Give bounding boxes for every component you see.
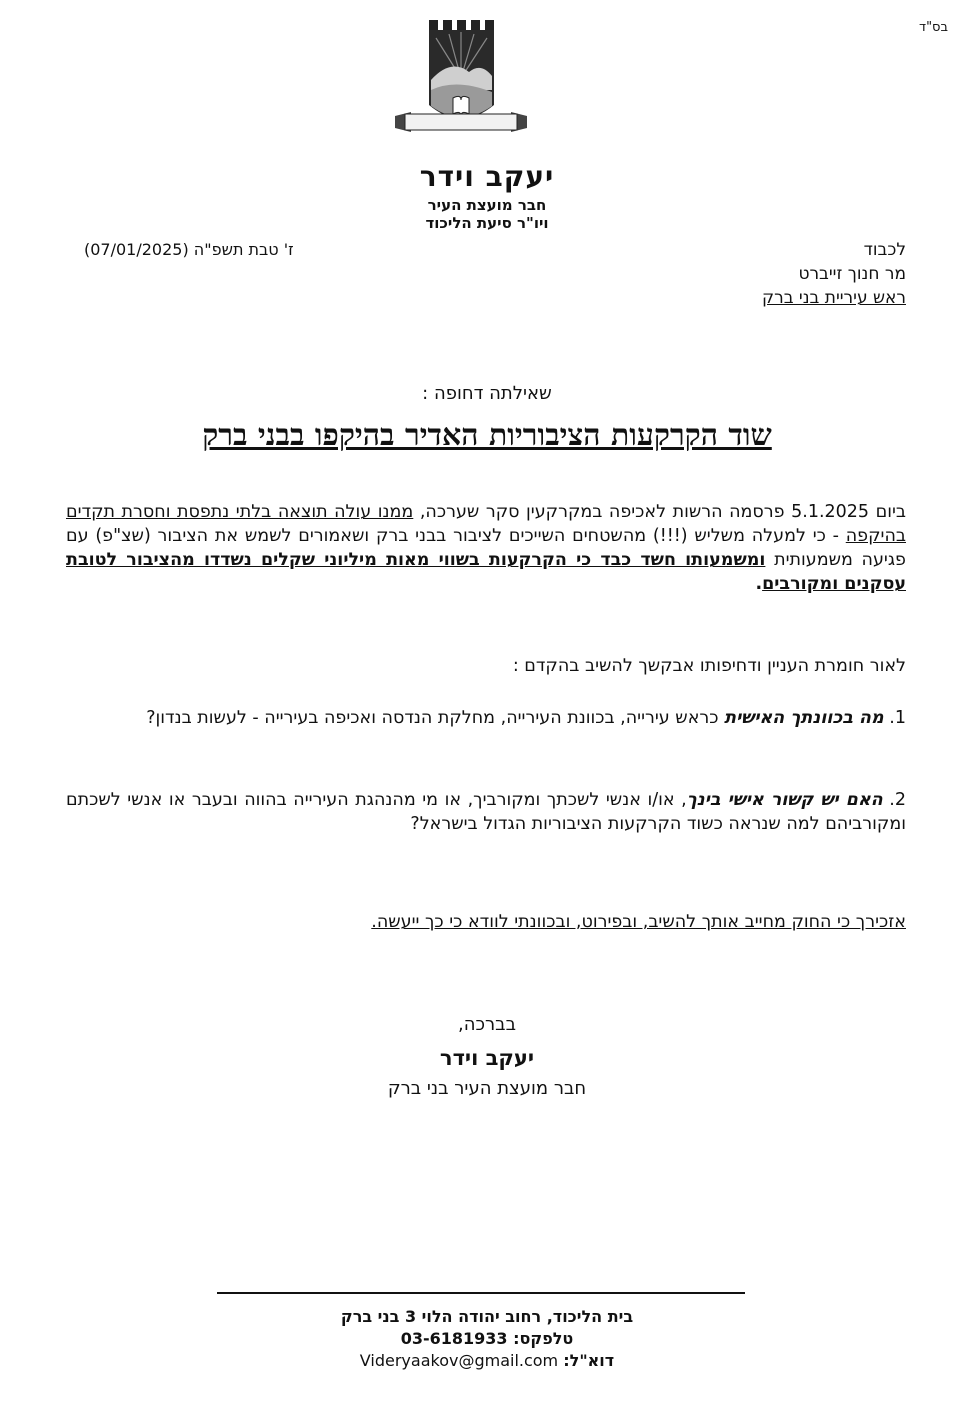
sender-title-2: ויו"ר סיעת הליכוד — [425, 214, 549, 232]
paragraph-1 — [66, 500, 906, 596]
question-2 — [66, 788, 906, 836]
p1-b: ממנו עולה תוצאה בלתי נתפסת וחסרת תקדים בהיקפה — [66, 502, 906, 546]
closing-greeting: בברכה, — [458, 1014, 516, 1035]
q2-bold: האם יש קשור אישי בינך — [686, 790, 883, 810]
reminder: אזכירך כי החוק מחייב אותך להשיב, ובפירוט, ובכוונתי לוודא כי כך ייעשה. — [371, 912, 906, 932]
footer-phone-label: טלפקס: — [513, 1329, 574, 1348]
footer-address: בית הליכוד, רחוב יהודה הלוי 3 בני ברק — [340, 1307, 634, 1326]
p1-d: ומשמעותו חשד כבד כי הקרקעות בשווי מאות מיליוני שקלים נשדדו מהציבור לטובת עסקנים ומקורבים — [66, 550, 906, 594]
addressee-line-2: מר חנוך זייברט — [798, 264, 906, 284]
q1-bold: מה בכוונתך האישית — [724, 708, 884, 728]
q1-num: 1. — [889, 708, 906, 728]
city-emblem-logo — [391, 20, 531, 140]
letter-headline — [0, 418, 974, 453]
headline-text: שוד הקרקעות הציבוריות האדיר בהיקפו בבני ברק — [202, 418, 772, 453]
footer-email-label: דוא"ל: — [563, 1351, 615, 1370]
sender-name: יעקב וידר — [419, 160, 555, 193]
p1-e: . — [755, 574, 763, 594]
footer-email-link[interactable]: Videryaakov@gmail.com — [359, 1351, 559, 1370]
footer-email-line — [0, 1350, 974, 1372]
q1-rest: כראש עירייה, בכוונת העירייה, מחלקת הנדסה ואכיפה בעירייה - לעשות בנדון? — [146, 708, 725, 728]
addressee-line-3: ראש עיריית בני ברק — [762, 288, 906, 308]
footer-phone-line — [0, 1328, 974, 1350]
p1-a: ביום 5.1.2025 פרסמה הרשות לאכיפה במקרקעין סקר שערכה, — [413, 502, 907, 522]
addressee-line-1: לכבוד — [863, 240, 906, 260]
paragraph-2: לאור חומרת העניין ודחיפותו אבקשך להשיב בהקדם : — [512, 656, 906, 676]
bsd-mark: בס"ד — [918, 20, 948, 35]
footer-phone: 03-6181933 — [400, 1329, 508, 1348]
sender-title-1: חבר מועצת העיר — [427, 196, 547, 214]
closing-title: חבר מועצת העיר בני ברק — [387, 1078, 587, 1099]
subject-label: שאילתה דחופה : — [422, 383, 552, 404]
p1-c: - כי למעלה משליש (!!!) מהשטחים השייכים לציבור בבני ברק ושאמורים לשמש את הציבור (שצ"פ) עם פגיעה משמעותית — [66, 526, 906, 570]
footer-divider — [217, 1292, 745, 1294]
question-1 — [66, 706, 906, 730]
q2-num: 2. — [889, 790, 906, 810]
letter-date: ז' טבת תשפ"ה (07/01/2025) — [84, 240, 294, 259]
q2-rest: , או/ו אנשי לשכתך ומקורביך, או מי מהנהגת העירייה בהווה ובעבר או אנשי לשכתם ומקורביהם למה שנראה כשוד הקרקעות הציבוריות הגדול בישראל? — [66, 790, 906, 834]
closing-name: יעקב וידר — [439, 1046, 535, 1070]
footer — [0, 1306, 974, 1372]
